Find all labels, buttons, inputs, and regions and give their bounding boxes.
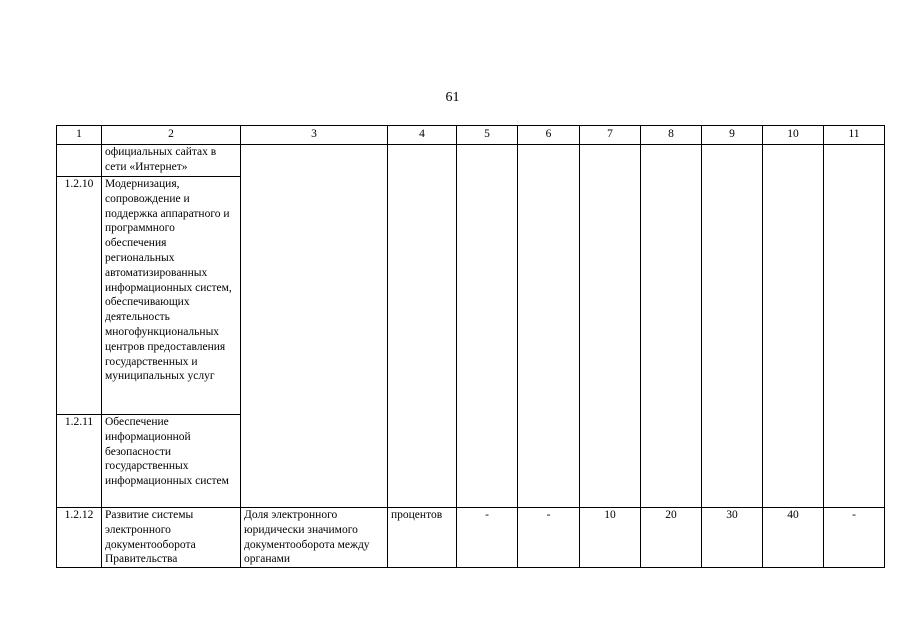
activity-name: официальных сайтах в сети «Интернет» xyxy=(102,145,241,177)
value-cell-empty xyxy=(702,145,763,508)
value-cell-empty xyxy=(518,145,580,508)
row-number: 1.2.10 xyxy=(57,177,102,415)
value-cell: - xyxy=(518,508,580,568)
activity-name: Модернизация, сопровождение и поддержка аппаратного и программного обеспечения региональных автоматизированных информационных систем, обеспечивающих деятельность многофункциональных центров предоставления государственных и муниципальных услуг xyxy=(102,177,241,415)
activity-name: Развитие системы электронного документооборота Правительства xyxy=(102,508,241,568)
table-row xyxy=(57,145,885,177)
row-number xyxy=(57,145,102,177)
column-header: 8 xyxy=(641,126,702,145)
header-row xyxy=(57,126,885,145)
unit-cell-empty xyxy=(388,145,457,508)
value-cell-empty xyxy=(457,145,518,508)
column-header: 5 xyxy=(457,126,518,145)
value-cell: - xyxy=(824,508,885,568)
column-header: 1 xyxy=(57,126,102,145)
value-cell-empty xyxy=(824,145,885,508)
program-table xyxy=(56,125,885,568)
row-number: 1.2.11 xyxy=(57,415,102,508)
value-cell: 40 xyxy=(763,508,824,568)
row-number: 1.2.12 xyxy=(57,508,102,568)
column-header: 11 xyxy=(824,126,885,145)
value-cell: 30 xyxy=(702,508,763,568)
value-cell-empty xyxy=(763,145,824,508)
column-header: 2 xyxy=(102,126,241,145)
column-header: 3 xyxy=(241,126,388,145)
value-cell-empty xyxy=(641,145,702,508)
column-header: 7 xyxy=(580,126,641,145)
value-cell: 20 xyxy=(641,508,702,568)
value-cell-empty xyxy=(580,145,641,508)
indicator-cell-empty xyxy=(241,145,388,508)
value-cell: 10 xyxy=(580,508,641,568)
unit-of-measure: процентов xyxy=(388,508,457,568)
indicator-name: Доля электронного юридически значимого документооборота между органами xyxy=(241,508,388,568)
activity-name: Обеспечение информационной безопасности государственных информационных систем xyxy=(102,415,241,508)
column-header: 4 xyxy=(388,126,457,145)
table-row xyxy=(57,508,885,568)
column-header: 6 xyxy=(518,126,580,145)
value-cell: - xyxy=(457,508,518,568)
page-number: 61 xyxy=(445,90,460,105)
column-header: 9 xyxy=(702,126,763,145)
column-header: 10 xyxy=(763,126,824,145)
